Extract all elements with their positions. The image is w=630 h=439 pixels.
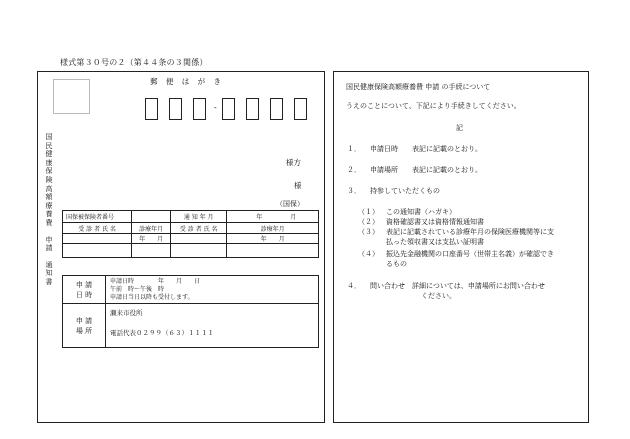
- notice-ym-value: [227, 211, 319, 223]
- notice-table: [62, 210, 319, 258]
- sub-item-text: 振込先金融機関の口座番号（世帯主名義）が確認でき: [386, 250, 554, 258]
- year-label: 年: [256, 214, 263, 221]
- patient-name-cell: [63, 244, 132, 258]
- table-row: [63, 244, 319, 258]
- kokuho-label: （国保）: [276, 200, 304, 208]
- zip-digit-box: [145, 98, 158, 120]
- sub-item-text: 払った領収書又は支払い証明書: [386, 238, 484, 246]
- patient-name-label: 受 診 者 氏 名: [63, 223, 132, 234]
- sub-item-text: 資格確認書又は資格情報通知書: [386, 218, 484, 226]
- stamp-area: [53, 79, 90, 114]
- apply-datetime-line: 申請日当日以降も受付します。: [110, 293, 194, 301]
- title-char: 書: [45, 277, 53, 286]
- postcard-title: 郵 便 は が き: [150, 77, 225, 86]
- apply-place-phone: 電話代表０２９９（６３）１１１１: [110, 329, 214, 337]
- item-text: ください。: [421, 292, 456, 300]
- month-label: 月: [290, 214, 297, 221]
- title-char: 費: [45, 218, 53, 227]
- ki-heading: 記: [456, 124, 463, 132]
- sub-item-text: この通知書（ハガキ）: [386, 208, 456, 216]
- apply-datetime-label: 申 請 日 時: [63, 276, 106, 304]
- table-row: [63, 211, 319, 223]
- title-gap: [45, 228, 53, 236]
- zip-digit-box: [169, 98, 182, 120]
- item-number: ２．: [347, 166, 361, 174]
- insurer-number-value: [132, 211, 171, 223]
- zip-digit-box: [246, 98, 259, 120]
- item-text: 申請場所 表記に記載のとおり。: [370, 166, 482, 174]
- title-char: 康: [45, 158, 53, 167]
- item-number: ４．: [347, 282, 361, 290]
- zip-digit-box: [270, 98, 283, 120]
- title-char: 申: [45, 235, 53, 244]
- title-char: 険: [45, 175, 53, 184]
- sub-item-text: 表記に記載されている診療年月の保険医療機関等に支: [386, 228, 554, 236]
- sub-item-number: （１）: [358, 208, 379, 216]
- instructions-intro: うえのことについて、下記により手続きしてください。: [346, 102, 521, 110]
- title-char: 高: [45, 184, 53, 193]
- zip-digit-box: [294, 98, 307, 120]
- title-char: 民: [45, 141, 53, 150]
- visit-ym-label: 診療年月: [227, 223, 319, 234]
- sub-item-number: （３）: [358, 228, 379, 236]
- instructions-title: 国民健康保険高額療養費 申請 の手続について: [346, 83, 491, 91]
- table-row: [63, 223, 319, 234]
- ym-cell: [132, 244, 171, 258]
- item-text: 申請日時 表記に記載のとおり。: [370, 145, 482, 153]
- title-char: 国: [45, 133, 53, 141]
- title-char: 知: [45, 269, 53, 278]
- application-info-table: [62, 275, 319, 348]
- title-char: 通: [45, 260, 53, 269]
- apply-place-label: 申 請 場 所: [63, 304, 106, 348]
- table-row: [63, 276, 319, 304]
- ym-cell: [227, 244, 319, 258]
- item-number: １．: [347, 145, 361, 153]
- apply-datetime-value: [106, 276, 319, 304]
- apply-datetime-line: 申請日時 年 月 日: [110, 277, 201, 285]
- table-row: [63, 234, 319, 244]
- patient-name-label: 受 診 者 氏 名: [171, 223, 227, 234]
- title-char: 保: [45, 167, 53, 176]
- title-char: 養: [45, 210, 53, 219]
- ym-cell: 年 月: [132, 234, 171, 244]
- item-text: 持参していただくもの: [370, 187, 440, 195]
- zip-digit-box: [193, 98, 206, 120]
- notice-ym-label: 通 知 年 月: [171, 211, 227, 223]
- title-char: 療: [45, 201, 53, 210]
- apply-datetime-line: 午前 時～午後 時: [110, 285, 165, 293]
- visit-ym-label: 診療年月: [132, 223, 171, 234]
- patient-name-cell: [171, 244, 227, 258]
- addressee-suffix: 様: [294, 181, 302, 190]
- sub-item-number: （４）: [358, 250, 379, 258]
- insurer-number-label: 国保被保険者番号: [63, 211, 132, 223]
- table-row: [63, 304, 319, 348]
- ym-cell: 年 月: [227, 234, 319, 244]
- item-number: ３．: [347, 187, 361, 195]
- sub-item-number: （２）: [358, 218, 379, 226]
- title-gap: [45, 253, 53, 261]
- title-char: 健: [45, 150, 53, 159]
- patient-name-cell: [171, 234, 227, 244]
- sub-item-text: るもの: [386, 260, 407, 268]
- apply-place-value: [106, 304, 319, 348]
- apply-place-name: 瀬来市役所: [110, 309, 143, 317]
- title-char: 額: [45, 193, 53, 202]
- vertical-document-title: [45, 133, 53, 287]
- zip-dash: -: [214, 103, 217, 112]
- zip-digit-box: [222, 98, 235, 120]
- patient-name-cell: [63, 234, 132, 244]
- title-char: 請: [45, 244, 53, 253]
- item-text: 問い合わせ 詳細については、申請場所にお問い合わせ: [370, 282, 545, 290]
- form-number-label: 様式第３０号の２（第４４条の３関係）: [60, 58, 208, 67]
- address-suffix: 様方: [286, 158, 301, 167]
